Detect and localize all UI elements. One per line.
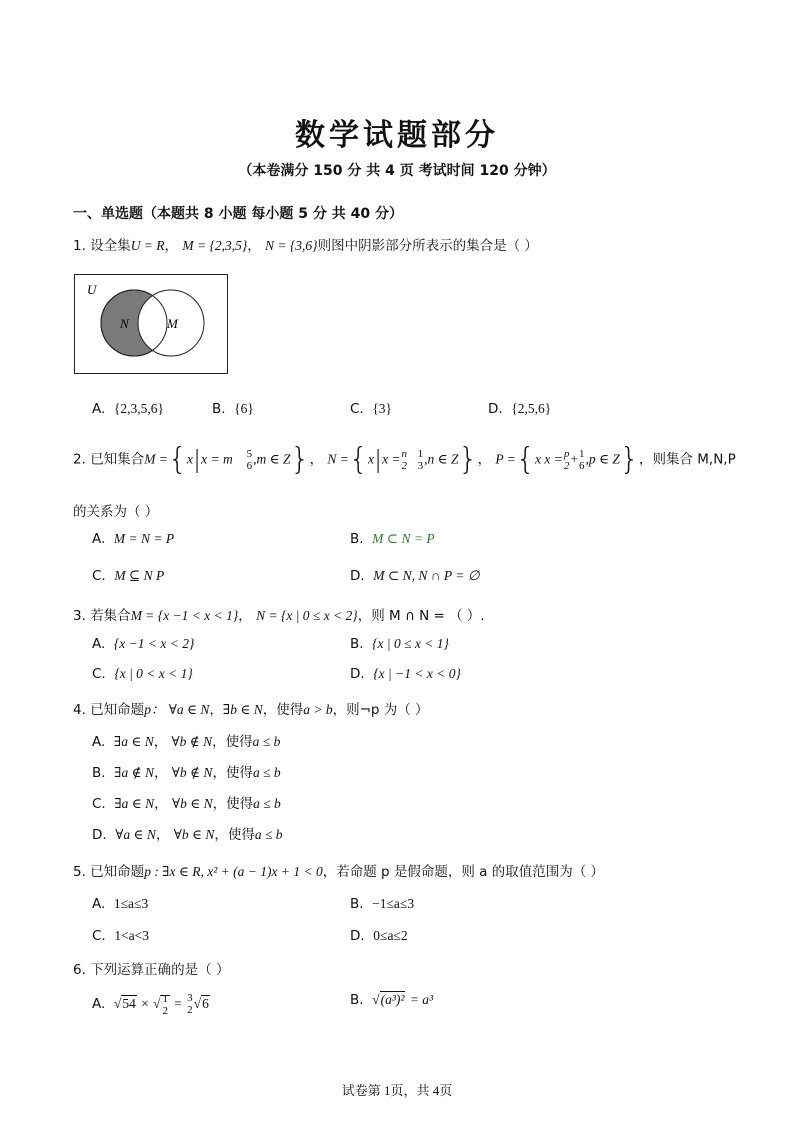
venn-label-m: M: [167, 316, 178, 331]
option-a[interactable]: A. {x −1 < x < 2}: [92, 636, 195, 652]
option-c[interactable]: C. {3}: [350, 401, 393, 417]
option-d[interactable]: D. {x | −1 < x < 0}: [350, 666, 461, 682]
question-6: 6. 下列运算正确的是（ ）: [73, 962, 230, 978]
option-d[interactable]: D. ∀a ∈ N， ∀b ∈ N，使得a ≤ b: [92, 827, 283, 843]
option-b[interactable]: B. M ⊂ N = P: [350, 531, 435, 547]
venn-diagram: [74, 274, 228, 374]
venn-label-u: U: [87, 282, 97, 297]
option-d[interactable]: D. M ⊂ N, N ∩ P = ∅: [350, 568, 480, 584]
question-5: 5. 已知命题p : ∃x ∈ R, x² + (a − 1)x + 1 < 0，若命题 p 是假命题，则 a 的取值范围为（ ）: [73, 864, 605, 880]
question-2-line2: 的关系为（ ）: [73, 504, 159, 520]
option-a[interactable]: A. M = N = P: [92, 531, 175, 547]
question-1: 1. 设全集U = R， M = {2,3,5}， N = {3,6}则图中阴影部分所表示的集合是（ ）: [73, 238, 538, 254]
math-expr: N = {3,6}: [265, 238, 318, 253]
option-a[interactable]: A. ∃a ∈ N， ∀b ∉ N，使得a ≤ b: [92, 734, 281, 750]
question-4: 4. 已知命题p： ∀a ∈ N，∃b ∈ N，使得a > b，则¬p 为（ ）: [73, 702, 429, 718]
question-2: 2. 已知集合M ={x|x = m 5 6 ,m ∈ Z}， N ={x|x = n 2 1 3 ,n ∈ Z}， P ={x x = p 2 + 1 6 ,p ∈ Z}，则集合 M,N,P: [73, 442, 736, 477]
option-d[interactable]: D. 0≤a≤2: [350, 928, 408, 944]
page-footer: 试卷第 1页，共 4页: [341, 1083, 453, 1098]
question-text: 则图中阴影部分所表示的集合是（ ）: [317, 238, 538, 254]
option-c[interactable]: C. 1<a<3: [92, 928, 150, 944]
option-a[interactable]: A. √54 × √ 1 2 = 3 2 √6: [92, 992, 209, 1017]
page-subtitle: （本卷满分 150 分 共 4 页 考试时间 120 分钟）: [238, 163, 556, 179]
math-expr: U = R: [130, 238, 165, 253]
option-c[interactable]: C. ∃a ∈ N， ∀b ∈ N，使得a ≤ b: [92, 796, 281, 812]
option-b[interactable]: B. ∃a ∉ N， ∀b ∉ N，使得a ≤ b: [92, 765, 281, 781]
option-b[interactable]: B. {6}: [212, 401, 254, 417]
option-a[interactable]: A. 1≤a≤3: [92, 896, 149, 912]
question-number: 1.: [73, 238, 86, 254]
option-b[interactable]: B. √(a³)² = a³: [350, 992, 434, 1008]
option-b[interactable]: B. {x | 0 ≤ x < 1}: [350, 636, 449, 652]
option-c[interactable]: C. {x | 0 < x < 1}: [92, 666, 193, 682]
page-title: 数学试题部分: [295, 118, 499, 153]
option-c[interactable]: C. M ⊆ N P: [92, 568, 165, 584]
option-b[interactable]: B. −1≤a≤3: [350, 896, 415, 912]
venn-label-n: N: [120, 316, 129, 331]
option-a[interactable]: A. {2,3,5,6}: [92, 401, 164, 417]
option-d[interactable]: D. {2,5,6}: [488, 401, 552, 417]
math-expr: M = {2,3,5}: [182, 238, 248, 253]
section-heading: 一、单选题（本题共 8 小题 每小题 5 分 共 40 分）: [73, 206, 403, 222]
question-text: 设全集: [90, 238, 131, 254]
question-3: 3. 若集合M = {x −1 < x < 1}， N = {x | 0 ≤ x < 2}，则 M ∩ N = （ ）.: [73, 608, 485, 624]
